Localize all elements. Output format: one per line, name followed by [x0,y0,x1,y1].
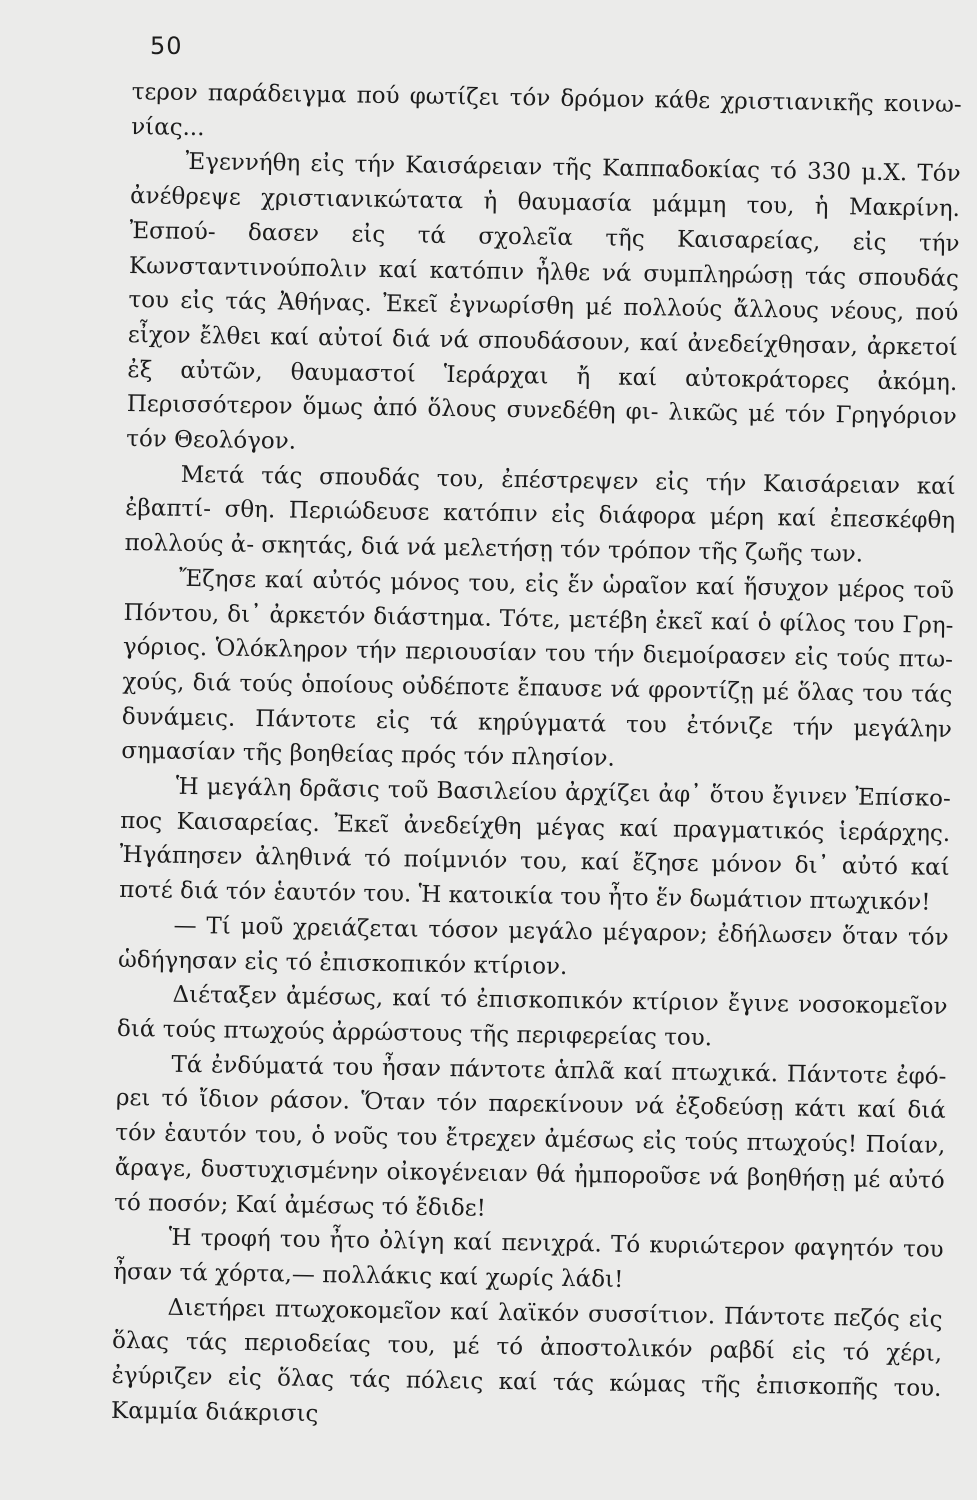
page-number: 50 [150,32,183,60]
paragraph-baptism-travels: Μετά τάς σπουδάς του, ἐπέστρεψεν εἰς τήν Καισάρειαν καί ἐβαπτί- σθη. Περιώδευσε κατόπιν εἰς διάφορα μέρη καί ἐπεσκέφθη πολλούς ἀ- σκητάς, διά νά μελετήσῃ τόν τρόπον τῆς ζωῆς των. [124,461,956,568]
paragraph-clothing: Τά ἐνδύματά του ἦσαν πάντοτε ἁπλᾶ καί πτωχικά. Πάντοτε ἐφό- ρει τό ἴδιον ράσον. Ὅταν τόν παρεκίνουν νά ἐξοδεύσῃ κάτι καί διά τόν ἑαυτόν του, ὁ νοῦς του ἔτρεχεν ἀμέσως εἰς τούς πτωχούς! Ποίαν, ἄραγε, δυστυχισμένην οἰκογένειαν θά ἠμποροῦσε νά βοηθήσῃ μέ αὐτό τό ποσόν; Καί ἀμέσως τό ἔδιδε! [114,1051,947,1222]
paragraph-bishop: Ἡ μεγάλη δρᾶσις τοῦ Βασιλείου ἀρχίζει ἀφ᾽ ὅτου ἔγινεν Ἐπίσκο- πος Καισαρείας. Ἐκεῖ ἀνεδείχθη μέγας καί πραγματικός ἱεράρχης. Ἠγάπησεν ἀληθινά τό ποίμνιόν του, καί ἔζησε μόνον δι᾽ αὐτό καί ποτέ διά τόν ἑαυτόν του. Ἡ κατοικία του ἦτο ἕν δωμάτιον πτωχικόν! [118,773,951,916]
paragraph-birth-education: Ἐγεννήθη εἰς τήν Καισάρειαν τῆς Καππαδοκίας τό 330 μ.Χ. Τόν ἀνέθρεψε χριστιανικώτατα ἡ θαυμασία μάμμη του, ἡ Μακρίνη. Ἐσπού- δασεν εἰς τά σχολεῖα τῆς Καισαρείας, εἰς τήν Κωνσταντινούπολιν καί κατόπιν ἦλθε νά συμπληρώσῃ τάς σπουδάς του εἰς τάς Ἀθήνας. Ἐκεῖ ἐγνωρίσθη μέ πολλούς ἄλλους νέους, πού εἶχον ἔλθει καί αὐτοί διά νά σπουδάσουν, καί ἀνεδείχθησαν, ἀρκετοί ἐξ αὐτῶν, θαυμαστοί Ἱεράρχαι ἤ καί αὐτοκράτορες ἀκόμη. Περισσότερον ὅμως ἀπό ὅλους συνεδέθη φι- λικῶς μέ τόν Γρηγόριον τόν Θεολόγον. [126,149,961,455]
paragraph-food: Ἡ τροφή του ἦτο ὀλίγη καί πενιχρά. Τό κυριώτερον φαγητόν του ἦσαν τά χόρτα,— πολλάκις καί χωρίς λάδι! [112,1224,944,1293]
paragraph-quote: — Τί μοῦ χρειάζεται τόσον μεγάλο μέγαρον; ἐδήλωσεν ὅταν τόν ὡδήγησαν εἰς τό ἐπισκοπικόν κτίριον. [117,912,949,980]
paragraph-almshouse: Διετήρει πτωχοκομεῖον καί λαϊκόν συσσίτιον. Πάντοτε πεζός εἰς ὅλας τάς περιοδείας του, μέ τό ἀποστολικόν ραβδί εἰς τό χέρι, ἐγύριζεν εἰς ὅλας τάς πόλεις καί τάς κώμας τῆς ἐπισκοπῆς του. Καμμία διάκρισις [110,1294,943,1427]
page-body-text [111,75,962,1441]
paragraph-continuation: τερον παράδειγμα πού φωτίζει τόν δρόμον κάθε χριστιανικῆς κοινω- νίας... [130,78,962,141]
paragraph-hospital: Διέταξεν ἀμέσως, καί τό ἐπισκοπικόν κτίριον ἔγινε νοσοκομεῖον διά τούς πτωχούς ἀρρώστους τῆς περιφερείας του. [116,982,948,1052]
paragraph-ascetic-life: Ἔζησε καί αὐτός μόνος του, εἰς ἕν ὡραῖον καί ἥσυχον μέρος τοῦ Πόντου, δι᾽ ἀρκετόν διάστημα. Τότε, μετέβη ἐκεῖ καί ὁ φίλος του Γρη- γόριος. Ὁλόκληρον τήν περιουσίαν του τήν διεμοίρασεν εἰς τούς πτω- χούς, διά τούς ὁποίους οὐδέποτε ἔπαυσε νά φροντίζῃ μέ ὅλας του τάς δυνάμεις. Πάντοτε εἰς τά κηρύγματά του ἐτόνιζε τήν μεγάλην σημασίαν τῆς βοηθείας πρός τόν πλησίον. [121,565,955,773]
